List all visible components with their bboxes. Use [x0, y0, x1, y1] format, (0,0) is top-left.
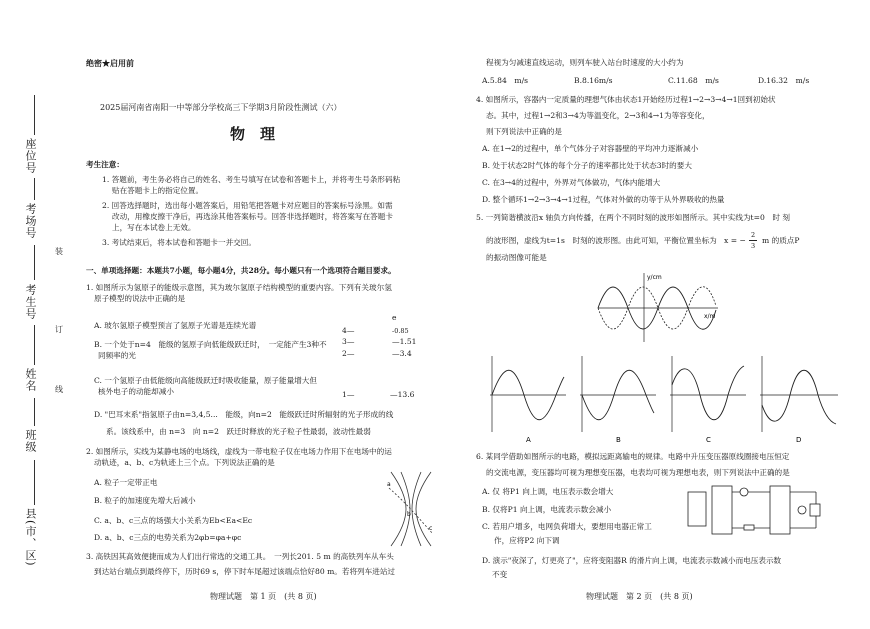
seal-char: 装: [55, 247, 63, 256]
graph-a: [490, 356, 566, 432]
section-heading: 一、单项选择题：本题共7小题，每小题4分，共28分。每小题只有一个选项符合题目要求。: [86, 266, 396, 275]
level-e3: —1.51: [392, 337, 417, 346]
divider-line: [34, 460, 35, 505]
exam-title: 2025届河南省南阳一中等部分学校高三下学期3月阶段性测试（六）: [100, 103, 342, 112]
graph-c: [670, 356, 746, 432]
room-label: 考场号: [24, 203, 37, 239]
transmission-circuit: [682, 482, 822, 546]
q1-option-b: B. 一个处于n=4 能级的氢原子向低能级跃迁时， 一定能产生3种不: [94, 340, 327, 349]
seal-char: 线: [55, 385, 63, 394]
q6-option-c: C. 若用户增多，电网负荷增大，要想用电器正常工: [482, 522, 652, 531]
level-n2: 2—: [342, 349, 355, 358]
exam-number-label: 考生号: [24, 284, 37, 320]
q6-option-c: 作，应将P2 向下调: [494, 536, 560, 545]
notice-line: 3. 考试结束后，将本试卷和答题卡一并交回。: [102, 238, 256, 247]
q4-option-c: C. 在3→4的过程中，外界对气体做功，气体内能增大: [482, 178, 661, 187]
q2-option-a: A. 粒子一定带正电: [94, 478, 158, 487]
q2-stem: 动轨迹，a、b、c为轨迹上三个点。下列说法正确的是: [94, 458, 275, 467]
level-e1: —13.6: [390, 390, 415, 399]
divider-line: [34, 398, 35, 426]
graph-label-d: D: [796, 436, 802, 444]
q3-stem: 程视为匀减速直线运动，则列车驶入站台时速度的大小约为: [486, 58, 684, 67]
binding-strip: [0, 0, 63, 629]
q4-option-d: D. 整个循环1→2→3→4→1过程，气体对外做的功等于从外界吸收的热量: [482, 195, 725, 204]
q1-option-b: 同频率的光: [98, 351, 136, 360]
q3-option-b: B.8.16m/s: [574, 76, 613, 85]
page-footer: 物理试题 第 2 页 (共 8 页): [586, 592, 693, 601]
graph-d: [760, 356, 838, 432]
vibration-graphs: [482, 350, 846, 445]
level-e2: —3.4: [392, 349, 412, 358]
divider-line: [34, 245, 35, 280]
q1-option-d: 系。该线系中，由 n=3 向 n=2 跃迁时释放的光子粒子性最弱，波动性最弱: [106, 427, 371, 436]
q6-option-d: D. 演示"夜深了，灯更亮了"，应将变阻器R 的滑片向上调，电流表示数减小而电压表示数: [482, 556, 782, 565]
graph-label-b: B: [616, 436, 621, 444]
q6-stem: 的交流电源，变压器均可视为理想变压器，电表均可视为理想电表，则下列说法中正确的是: [486, 468, 790, 477]
q1-stem: 1. 如图所示为氢原子的能级示意图，其为玻尔氢原子结构模型的重要内容。下列有关玻尔氢: [86, 283, 392, 292]
point-c-label: c: [429, 525, 433, 532]
q5-stem: 5. 一列简谐横波沿x 轴负方向传播，在两个不同时刻的波形如图所示。其中实线为t=0 时 刻: [476, 213, 790, 222]
level-n4: 4—: [342, 326, 355, 335]
q6-option-b: B. 仅将P1 向上调，电流表示数会减小: [482, 505, 612, 514]
field-line-diagram: [385, 470, 437, 548]
q5-stem: 的波形图，虚线为t=1s 时刻的波形图。由此可知，平衡位置坐标为: [486, 236, 717, 245]
divider-line: [34, 95, 35, 135]
q2-option-d: D. a、b、c三点的电势关系为2φb=φa+φc: [94, 533, 242, 542]
graph-b: [580, 356, 656, 432]
q4-stem: 4. 如图所示，容器内一定质量的理想气体由状态1开始经历过程1→2→3→4→1回到初始状: [476, 95, 776, 104]
notice-line: 贴在答题卡上的指定位置。: [112, 186, 204, 195]
q3-option-c: C.11.68 m/s: [668, 76, 719, 85]
wave-figure: [594, 270, 724, 345]
wave-x-axis-label: x/m: [704, 313, 716, 320]
notice-line: 2. 回答选择题时，选出每小题答案后，用铅笔把答题卡对应题目的答案标号涂黑。如需: [102, 201, 393, 210]
county-label: 县(市、区): [24, 508, 37, 567]
page-2-column: [476, 0, 846, 629]
q3-stem: 3. 高铁因其高效便捷而成为人们出行常选的交通工具。 一列长201. 5 m 的高铁列车从车头: [86, 552, 394, 561]
subject-title: 物 理: [230, 125, 276, 143]
level-n3: 3—: [342, 337, 355, 346]
q3-stem: 到达站台端点到最终停下，历时69 s，停下时车尾超过该端点恰好80 m。若将列车进站过: [94, 567, 396, 576]
q6-stem: 6. 某同学借助如图所示的电路，模拟远距离输电的规律。电路中升压变压器原线圈接电压恒定: [476, 452, 790, 461]
q1-option-c: C. 一个氢原子由低能级向高能级跃迁时吸收能量，原子能量增大但: [94, 376, 317, 385]
divider-line: [34, 325, 35, 365]
notice-title: 考生注意：: [86, 160, 124, 169]
divider-line: [34, 178, 35, 200]
q2-option-c: C. a、b、c三点的场强大小关系为Eb<Ea<Ec: [94, 516, 253, 525]
q4-stem: 态。其中，过程1→2和3→4为等温变化，2→3和4→1为等容变化，: [486, 111, 710, 120]
point-b-label: b: [407, 511, 411, 518]
level-e4: -0.85: [392, 327, 409, 335]
page-1-column: [80, 0, 440, 629]
name-label: 姓名: [24, 368, 37, 392]
seat-label: 座位号: [24, 138, 37, 174]
class-label: 班级: [24, 429, 37, 453]
q3-option-a: A.5.84 m/s: [482, 76, 529, 85]
point-a-label: a: [387, 481, 391, 488]
energy-unit-label: e: [392, 313, 397, 322]
q4-option-a: A. 在1→2的过程中，单个气体分子对容器壁的平均冲力逐渐减小: [482, 144, 699, 153]
q4-option-b: B. 处于状态2时气体的每个分子的速率都比处于状态3时的要大: [482, 161, 692, 170]
q2-option-b: B. 粒子的加速度先增大后减小: [94, 496, 196, 505]
seal-char: 订: [55, 325, 63, 334]
q1-option-d: D. "巴耳末系"指氢原子由n=3,4,5... 能级，向n=2 能级跃迁时所辐射的光子形成的线: [94, 410, 394, 419]
q1-stem: 原子模型的说法中正确的是: [94, 294, 186, 303]
graph-label-a: A: [526, 436, 531, 444]
q1-option-a: A. 玻尔氢原子模型预言了氢原子光谱是连续光谱: [94, 321, 257, 330]
q5-stem: 的振动图像可能是: [486, 253, 547, 262]
q6-option-d: 不变: [492, 570, 508, 579]
q5-frac-num: 2: [751, 231, 756, 239]
q5-frac-den: 3: [751, 242, 756, 250]
wave-y-axis-label: y/cm: [647, 274, 662, 281]
q5-stem: m 的质点P: [762, 236, 800, 245]
graph-label-c: C: [706, 436, 711, 444]
secret-mark: 绝密★启用前: [86, 58, 134, 68]
notice-line: 改动，用橡皮擦干净后，再选涂其他答案标号。回答非选择题时，将答案写在答题卡: [112, 212, 393, 221]
notice-line: 1. 答题前，考生务必将自己的姓名、考生号填写在试卷和答题卡上，并将考生号条形码粘: [102, 175, 401, 184]
q6-option-a: A. 仅 将P1 向上调，电压表示数会增大: [482, 487, 614, 496]
page-footer: 物理试题 第 1 页 (共 8 页): [210, 592, 317, 601]
notice-line: 上，写在本试卷上无效。: [112, 223, 196, 232]
level-n1: 1—: [342, 390, 355, 399]
q5-x-expr: x = −: [724, 236, 746, 245]
q2-stem: 2. 如图所示，实线为某静电场的电场线，虚线为一带电粒子仅在电场力作用下在电场中的运: [86, 447, 392, 456]
q3-option-d: D.16.32 m/s: [758, 76, 810, 85]
q1-option-c: 核外电子的动能却减小: [98, 387, 174, 396]
q4-stem: 则下列说法中正确的是: [486, 127, 562, 136]
